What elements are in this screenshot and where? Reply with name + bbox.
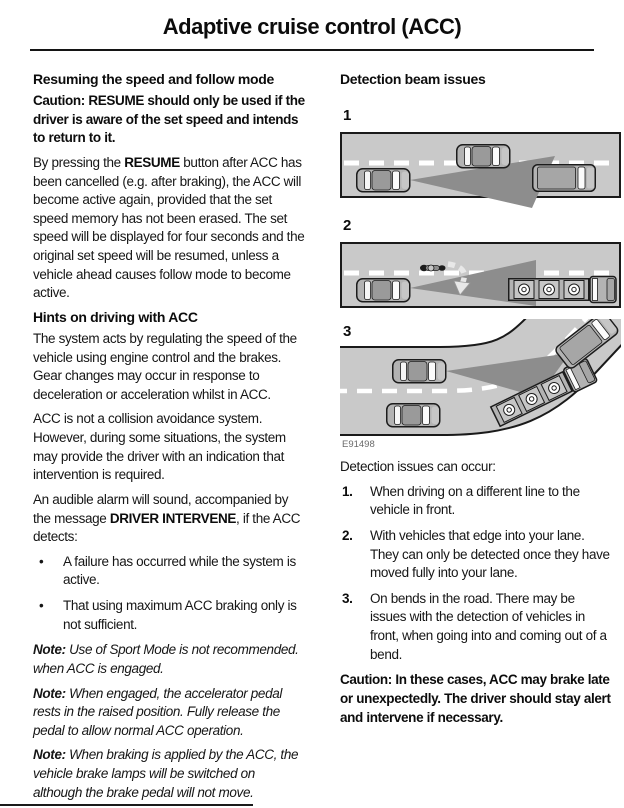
figure-diagram-1: [340, 107, 612, 208]
driver-intervene-keyword: DRIVER INTERVENE: [109, 510, 237, 526]
note-text: When engaged, the accelerator pedal rests in the raised position. Fully release the pedal to allow normal ACC operation.: [33, 685, 283, 738]
section-heading-hints: Hints on driving with ACC: [33, 308, 198, 325]
para-system-acts: The system acts by regulating the speed of the vehicle using engine control and the brakes. Gear changes may occur in response to deceleration or acceleration whilst in ACC.: [33, 330, 297, 402]
list-text: When driving on a different line to the vehicle in front.: [370, 483, 580, 518]
right-column: [340, 68, 612, 808]
truck-ahead: [509, 277, 616, 303]
para-text: button after ACC has been cancelled (e.g. after braking), the ACC will become active again, provided that the set speed memory has not been erased. The set speed will be displayed for four seconds and the original set speed will be resumed, unless a vehicle ahead causes follow mode to become active.: [33, 154, 305, 301]
para-text: , if the ACC detects:: [33, 510, 301, 545]
list-item-edge-into-lane: [340, 527, 612, 583]
title-rule: [30, 49, 594, 51]
figure-diagram-3: [340, 319, 612, 437]
car-lower-lane: [387, 404, 440, 427]
note-accelerator-pedal: [33, 685, 305, 741]
car-ahead-different-line: [457, 145, 510, 168]
note-label: Note:: [33, 642, 66, 658]
para-audible-alarm: [33, 491, 305, 547]
section-heading-resuming: Resuming the speed and follow mode: [33, 71, 275, 87]
section-heading-detection: Detection beam issues: [340, 71, 486, 87]
para-resume-behavior: [33, 154, 305, 303]
list-number: 3.: [342, 590, 353, 606]
bullet-text: That using maximum ACC braking only is not sufficient.: [63, 598, 297, 632]
two-column-layout: [33, 68, 624, 808]
van-ahead: [533, 165, 596, 192]
list-text: On bends in the road. There may be issues with the detection of vehicles in front, when going into and coming out of a bend.: [370, 590, 607, 662]
bullet-item-braking: [33, 597, 305, 634]
caution-brake-late: Caution: In these cases, ACC may brake late or unexpectedly. The driver should stay alert and intervene if necessary.: [340, 672, 611, 725]
figure-label-1: 1: [343, 107, 351, 124]
ego-car: [393, 360, 446, 383]
para-text: An audible alarm will sound, accompanied by the message: [33, 491, 289, 526]
note-text: Use of Sport Mode is not recommended. when ACC is engaged.: [33, 642, 299, 676]
note-sport-mode: [33, 641, 305, 678]
note-text: When braking is applied by the ACC, the vehicle brake lamps will be switched on although the brake pedal will not move.: [33, 747, 299, 800]
motorcycle-edging-in: [420, 265, 446, 271]
road-diagram-edging-vehicle: [340, 240, 621, 310]
bullet-glyph: •: [39, 553, 44, 569]
road-diagram-bend: [340, 319, 621, 437]
note-label: Note:: [33, 685, 66, 701]
bullet-item-failure: [33, 553, 305, 590]
note-brake-lamps: [33, 746, 305, 802]
figure-label-3: 3: [343, 323, 351, 340]
road-diagram-different-line: [340, 130, 621, 208]
list-item-bends: [340, 590, 612, 665]
page-title: Adaptive cruise control (ACC): [162, 14, 462, 39]
ego-car: [357, 169, 410, 192]
note-label: Note:: [33, 747, 66, 763]
ego-car: [357, 279, 410, 302]
figure-caption: E91498: [342, 439, 375, 450]
list-number: 1.: [342, 483, 353, 499]
list-item-different-line: [340, 483, 612, 520]
bullet-glyph: •: [39, 598, 44, 613]
para-not-collision-avoidance: ACC is not a collision avoidance system. However, during some situations, the system may provide the driver with an indication that intervention is required.: [33, 411, 286, 483]
list-number: 2.: [342, 527, 353, 543]
figure-diagram-2: [340, 217, 612, 310]
figure-label-2: 2: [343, 217, 351, 234]
caution-resume: Caution: RESUME should only be used if the driver is aware of the set speed and intends to return to it.: [33, 93, 305, 146]
left-column: [33, 68, 305, 808]
bottom-rule: [0, 804, 253, 806]
bullet-text: A failure has occurred while the system is active.: [63, 553, 296, 588]
para-text: By pressing the: [33, 154, 125, 170]
resume-keyword: RESUME: [124, 154, 180, 170]
detection-issues-list: [340, 483, 612, 665]
para-detection-intro: Detection issues can occur:: [340, 459, 496, 474]
list-text: With vehicles that edge into your lane. They can only be detected once they have moved fully into your lane.: [370, 527, 610, 581]
